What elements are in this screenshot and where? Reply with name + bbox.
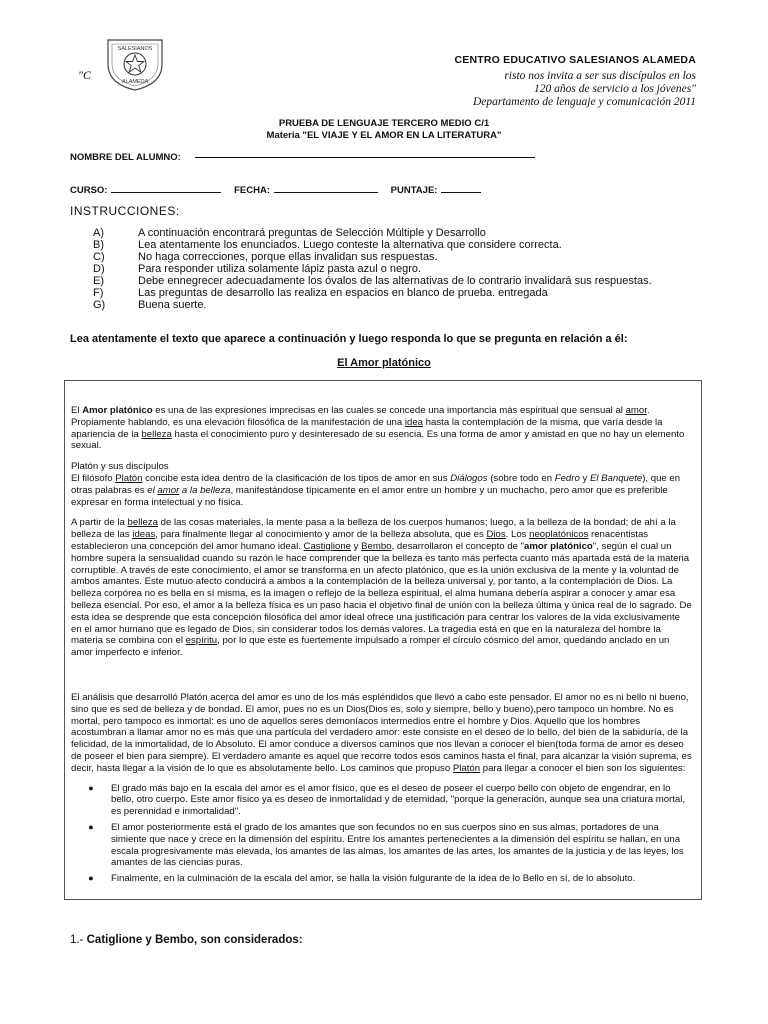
reading-instruction: Lea atentamente el texto que aparece a continuación y luego responda lo que se pregunta en relación a él: (70, 333, 628, 345)
list-item: ● El grado más bajo en la escala del amor es el amor físico, que es el deseo de poseer el cuerpo bello con objeto de engendrar, en lo bello, otro cuerpo. Este amor físico ya es deseo de inmortalidad y de eternidad, "porque la generación, aunque sea una criatura mortal, es perennidad e inmortalidad". (71, 783, 693, 818)
instructions-title: INSTRUCCIONES: (70, 204, 180, 218)
bullet-icon: ● (88, 782, 94, 793)
student-name-label: NOMBRE DEL ALUMNO: (70, 152, 181, 163)
bullet-icon: ● (88, 873, 94, 884)
instruction-text: Las preguntas de desarrollo las realiza en espacios en blanco de prueba. entregada (138, 287, 548, 299)
header-block (454, 54, 696, 109)
reading-paragraph: El filósofo Platón concibe esta idea dentro de la clasificación de los tipos de amor en sus Diálogos (sobre todo en Fedro y El Banquete), que en otras palabras es el amor a la belleza, manifestándose típicamente en el amor entre un hombre y un muchacho, pero amor que es preferible expresar en forma intelectual y no física. (71, 472, 681, 508)
date-label: FECHA: (234, 185, 271, 196)
student-name-blank[interactable] (195, 157, 535, 158)
department-name: Departamento de lenguaje y comunicación 2011 (472, 96, 696, 108)
course-label: CURSO: (70, 185, 108, 196)
instruction-text: Lea atentamente los enunciados. Luego conteste la alternativa que considere correcta. (138, 239, 562, 251)
instruction-key: B) (93, 239, 104, 251)
instruction-text: Debe ennegrecer adecuadamente los óvalos de las alternativas de lo contrario invalidará sus respuestas. (138, 275, 652, 287)
instruction-text: No haga correcciones, porque ellas invalidan sus respuestas. (138, 251, 438, 263)
motto-line-2: 120 años de servicio a los jóvenes" (534, 83, 696, 95)
link-espiritu[interactable]: espíritu (185, 635, 218, 647)
list-item: ● El amor posteriormente está el grado de los amantes que son fecundos no en sus cuerpos sino en sus almas, portadores de una simiente que nace y crece en la dimensión del espíritu. Entre los amantes pertenecientes a la dimensión del espíritu se hallan, en una escala progresivamente más elevada, los amantes de las almas, los amantes de las artes, los amantes de la justicia y de las leyes, los amantes de las ciencias puras. (71, 822, 693, 869)
course-date-score-row (70, 183, 491, 196)
exam-title-line-1: PRUEBA DE LENGUAJE TERCERO MEDIO C/1 (278, 118, 490, 129)
reading-title: El Amor platónico (337, 357, 431, 369)
student-name-field (70, 152, 535, 163)
instruction-text: Buena suerte. (138, 299, 207, 311)
bullet-icon: ● (88, 821, 94, 832)
instruction-key: D) (93, 263, 105, 275)
link-platon[interactable]: Platón (115, 472, 143, 484)
link-amor[interactable]: amor (625, 405, 647, 416)
link-platon-2[interactable]: Platón (452, 762, 481, 774)
instructions-list (93, 227, 653, 311)
link-castiglione[interactable]: Castiglione (303, 540, 352, 552)
instruction-item (93, 263, 653, 275)
instruction-key: F) (93, 287, 104, 299)
instruction-item (93, 251, 653, 263)
instruction-text: A continuación encontrará preguntas de Selección Múltiple y Desarrollo (138, 227, 486, 239)
link-ideas[interactable]: ideas (132, 529, 156, 541)
logo-text-top: SALESIANOS (117, 46, 153, 52)
instruction-key: G) (93, 299, 106, 311)
exam-title-line-2: Materia "EL VIAJE Y EL AMOR EN LA LITERATURA" (266, 130, 502, 141)
logo-text-bottom: ALAMEDA (121, 79, 149, 85)
link-neoplatonicos[interactable]: neoplatónicos (529, 529, 589, 541)
score-blank[interactable] (441, 183, 481, 193)
link-bembo[interactable]: Bembo (361, 540, 392, 552)
paragraph-gap (71, 668, 693, 692)
instruction-item (93, 239, 653, 251)
link-idea[interactable]: idea (404, 416, 424, 428)
instruction-item (93, 227, 653, 239)
love-stages-list (71, 783, 693, 885)
instruction-item (93, 287, 653, 299)
motto-open-quote: "C (78, 68, 92, 82)
link-belleza-2[interactable]: belleza (127, 517, 158, 529)
link-belleza[interactable]: belleza (141, 428, 172, 440)
reading-paragraph: El Amor platónico es una de las expresiones imprecisas en las cuales se concede una importancia más espiritual que sensual al amor. Propiamente hablando, es una elevación filosófica de la manifestación de una idea hasta la contemplación de la misma, que varía desde la apariencia de la belleza hasta el conocimiento puro y desinteresado de su esencia. Es una forma de amor y amistad en que no hay un elemento sexual. (71, 405, 685, 452)
instruction-item (93, 299, 653, 311)
question-text: Catiglione y Bembo, son considerados: (86, 934, 303, 946)
exam-title (0, 118, 768, 142)
link-amor-2[interactable]: amor (157, 484, 180, 496)
reading-box (64, 380, 702, 900)
question-1 (70, 934, 303, 946)
motto-line-1: risto nos invita a ser sus discípulos en los (504, 70, 696, 82)
school-logo (104, 34, 166, 92)
question-number: 1.- (70, 934, 84, 946)
link-dios[interactable]: Dios (486, 529, 506, 541)
school-name: CENTRO EDUCATIVO SALESIANOS ALAMEDA (454, 54, 696, 66)
reading-paragraph: El análisis que desarrolló Platón acerca del amor es uno de los más espléndidos que llevó a cabo este pensador. El amor no es ni bello ni bueno, sino que es sed de belleza y de bondad. El amor, pues no es un Dios(Dios es, solo y siempre, bello y bueno),pero tampoco un hombre. No es mortal, pero tampoco es inmortal: es uno de aquellos seres demoníacos intermedios entre el hombre y Dios. Aquello que los hombres acostumbran a llamar amor no es más que una partícula del verdadero amor: este consiste en el deseo de lo bello, del bien de la sabiduría, de la felicidad, de la inmortalidad, de lo Absoluto. El amor conduce a diversos caminos que nos llevan a conocer el bien(toda forma de amor es deseo de poseer el bien para siempre). El verdadero amante es aquel que recorre todos esos caminos hasta el final, para alcanzar la visión suprema, es decir, hasta llegar a la visión de lo que es absolutamente bello. Los caminos que propuso Platón para llegar a conocer el bien son los siguientes: (71, 691, 692, 774)
course-blank[interactable] (111, 183, 221, 193)
date-blank[interactable] (274, 183, 378, 193)
score-label: PUNTAJE: (390, 185, 438, 196)
instruction-item (93, 275, 653, 287)
reading-subheading: Platón y sus discípulos (71, 461, 169, 473)
instruction-key: A) (93, 227, 104, 239)
instruction-key: C) (93, 251, 105, 263)
reading-paragraph: A partir de la belleza de las cosas materiales, la mente pasa a la belleza de los cuerpos humanos; luego, a la belleza de la bondad; de ahí a la belleza de las ideas, para finalmente llegar al conocimiento y amor de la belleza absoluta, que es Dios. Los neoplatónicos renacentistas establecieron una concepción del amor humano ideal. Castiglione y Bembo, desarrollaron el concepto de "amor platónico", según el cual un hombre supera la sensualidad cuando su razón le hace comprender que la belleza es tanto más perfecta cuanto más apartada está de la materia corruptible. A través de este conocimiento, el amor se transforma en un afecto platónico, que es la unión exclusiva de la mente y la voluntad de ambos amantes. Este mutuo afecto conducirá a ambos a la contemplación de la belleza universal y, por tanto, a la contemplación de Dios. La belleza corpórea no es bella en sí misma, es la imagen o reflejo de la belleza espiritual, el alma humana debería aspirar a conocer y amar esa belleza esencial. Por eso, el amor a la belleza física es un paso hacia el objetivo final de unión con la belleza última y única real de lo sagrado. De esta idea se desprende que esta concepción filosófica del amor ideal ofrece una justificación para centrar los valores de la vida exclusivamente en el amor humano que es legado de Dios, sin considerar todos los demás valores. La tragedia está en que en la naturaleza del hombre la materia se combina con el espíritu, por lo que este es fuertemente impulsado a romper el círculo cósmico del amor, quedando anclado en un amor imperfecto e inferior. (71, 517, 692, 659)
reading-text (71, 405, 693, 889)
list-item: ● Finalmente, en la culminación de la escala del amor, se halla la visión fulgurante de la idea de lo Bello en sí, de lo absoluto. (71, 873, 693, 885)
instruction-text: Para responder utiliza solamente lápiz pasta azul o negro. (138, 263, 422, 275)
instruction-key: E) (93, 275, 104, 287)
